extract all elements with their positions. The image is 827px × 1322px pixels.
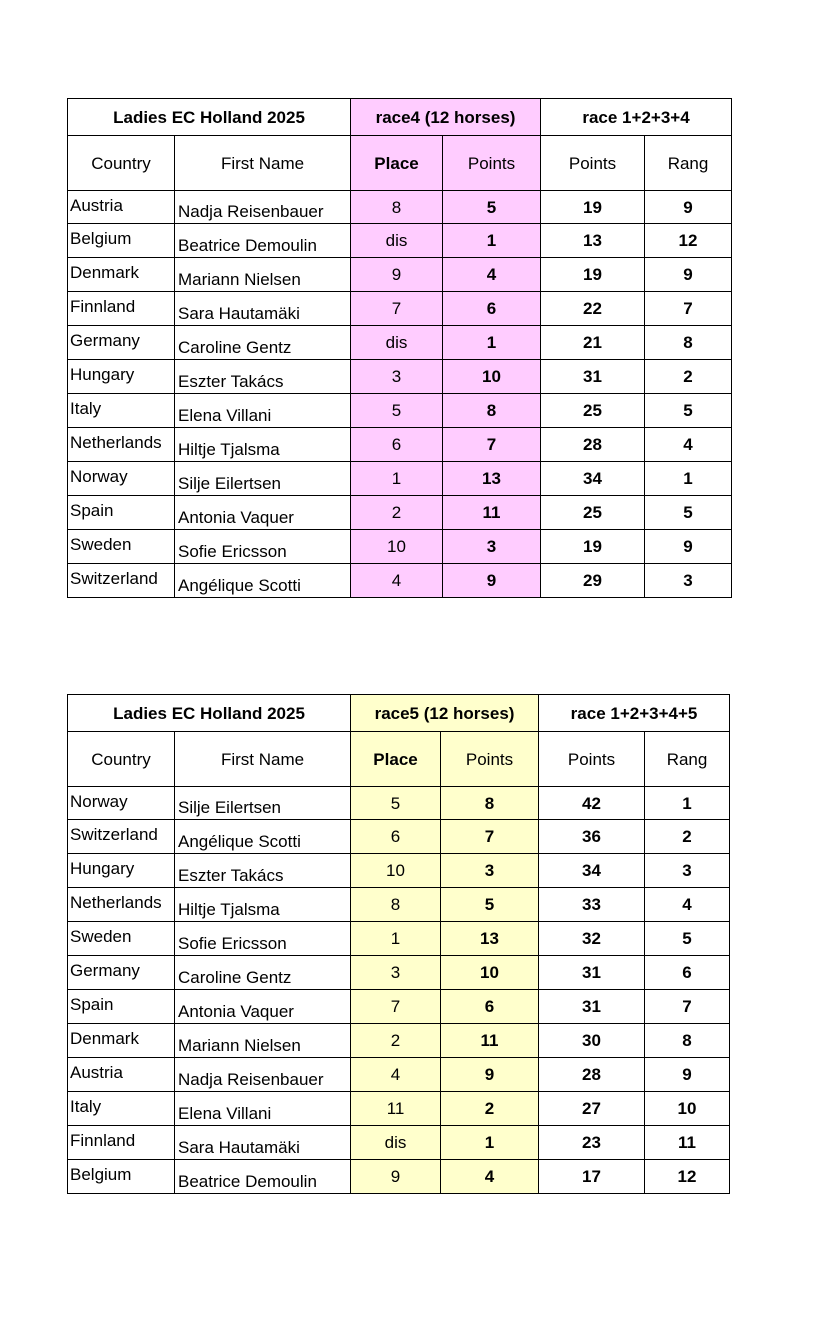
- rang-cell: 8: [645, 1024, 730, 1058]
- place-cell: dis: [351, 224, 443, 258]
- country-cell: Sweden: [68, 530, 175, 564]
- table-row: [68, 1024, 730, 1058]
- rang-cell: 1: [645, 787, 730, 820]
- total-points-cell: 22: [541, 292, 645, 326]
- place-cell: 11: [351, 1092, 441, 1126]
- points-cell: 5: [443, 191, 541, 224]
- header-country: Country: [68, 136, 175, 191]
- header-total-points: Points: [541, 136, 645, 191]
- name-cell: Silje Eilertsen: [175, 462, 351, 496]
- table-row: [68, 258, 732, 292]
- race4-results-table: [67, 98, 732, 598]
- name-cell: Silje Eilertsen: [175, 787, 351, 820]
- country-cell: Spain: [68, 990, 175, 1024]
- rang-cell: 4: [645, 888, 730, 922]
- country-cell: Switzerland: [68, 564, 175, 598]
- country-cell: Belgium: [68, 1160, 175, 1194]
- points-cell: 6: [441, 990, 539, 1024]
- points-cell: 11: [441, 1024, 539, 1058]
- place-cell: 6: [351, 820, 441, 854]
- total-points-cell: 42: [539, 787, 645, 820]
- points-cell: 4: [443, 258, 541, 292]
- points-cell: 13: [441, 922, 539, 956]
- rang-cell: 10: [645, 1092, 730, 1126]
- name-cell: Antonia Vaquer: [175, 496, 351, 530]
- table-row: [68, 1126, 730, 1160]
- table-row: [68, 888, 730, 922]
- table-row: [68, 956, 730, 990]
- total-points-cell: 36: [539, 820, 645, 854]
- total-points-cell: 31: [539, 956, 645, 990]
- name-cell: Beatrice Demoulin: [175, 224, 351, 258]
- table-row: [68, 224, 732, 258]
- race5-rows: [68, 787, 730, 1194]
- country-cell: Germany: [68, 956, 175, 990]
- total-points-cell: 19: [541, 530, 645, 564]
- rang-cell: 5: [645, 922, 730, 956]
- name-cell: Sofie Ericsson: [175, 922, 351, 956]
- place-cell: 4: [351, 1058, 441, 1092]
- name-cell: Mariann Nielsen: [175, 258, 351, 292]
- country-cell: Norway: [68, 462, 175, 496]
- place-cell: 3: [351, 956, 441, 990]
- table-title: Ladies EC Holland 2025: [68, 695, 351, 732]
- rang-cell: 8: [645, 326, 732, 360]
- table-row: [68, 496, 732, 530]
- country-cell: Finnland: [68, 1126, 175, 1160]
- country-cell: Netherlands: [68, 428, 175, 462]
- total-points-cell: 29: [541, 564, 645, 598]
- table-row: [68, 428, 732, 462]
- place-cell: dis: [351, 1126, 441, 1160]
- name-cell: Beatrice Demoulin: [175, 1160, 351, 1194]
- country-cell: Italy: [68, 1092, 175, 1126]
- name-cell: Angélique Scotti: [175, 564, 351, 598]
- rang-cell: 7: [645, 990, 730, 1024]
- points-cell: 3: [441, 854, 539, 888]
- table-row: [68, 564, 732, 598]
- country-cell: Sweden: [68, 922, 175, 956]
- country-cell: Switzerland: [68, 820, 175, 854]
- country-cell: Finnland: [68, 292, 175, 326]
- total-points-cell: 25: [541, 394, 645, 428]
- rang-cell: 11: [645, 1126, 730, 1160]
- country-cell: Austria: [68, 1058, 175, 1092]
- total-points-cell: 19: [541, 191, 645, 224]
- place-cell: 4: [351, 564, 443, 598]
- total-points-cell: 17: [539, 1160, 645, 1194]
- total-points-cell: 32: [539, 922, 645, 956]
- race5-results-table: [67, 694, 730, 1194]
- total-points-cell: 30: [539, 1024, 645, 1058]
- table-row: [68, 820, 730, 854]
- rang-cell: 5: [645, 394, 732, 428]
- race-label: race5 (12 horses): [351, 695, 539, 732]
- name-cell: Sara Hautamäki: [175, 292, 351, 326]
- country-cell: Hungary: [68, 360, 175, 394]
- place-cell: 9: [351, 258, 443, 292]
- points-cell: 1: [443, 326, 541, 360]
- points-cell: 1: [443, 224, 541, 258]
- total-points-cell: 34: [541, 462, 645, 496]
- total-points-cell: 21: [541, 326, 645, 360]
- rang-cell: 6: [645, 956, 730, 990]
- total-points-cell: 19: [541, 258, 645, 292]
- points-cell: 8: [443, 394, 541, 428]
- name-cell: Angélique Scotti: [175, 820, 351, 854]
- total-points-cell: 33: [539, 888, 645, 922]
- place-cell: 8: [351, 191, 443, 224]
- place-cell: 6: [351, 428, 443, 462]
- country-cell: Netherlands: [68, 888, 175, 922]
- rang-cell: 9: [645, 191, 732, 224]
- place-cell: dis: [351, 326, 443, 360]
- header-total-points: Points: [539, 732, 645, 787]
- points-cell: 9: [441, 1058, 539, 1092]
- table-row: [68, 922, 730, 956]
- table-row: [68, 990, 730, 1024]
- table-row: [68, 854, 730, 888]
- table-row: [68, 360, 732, 394]
- header-country: Country: [68, 732, 175, 787]
- points-cell: 3: [443, 530, 541, 564]
- rang-cell: 7: [645, 292, 732, 326]
- place-cell: 10: [351, 854, 441, 888]
- rang-cell: 9: [645, 530, 732, 564]
- name-cell: Caroline Gentz: [175, 956, 351, 990]
- country-cell: Spain: [68, 496, 175, 530]
- table-title: Ladies EC Holland 2025: [68, 99, 351, 136]
- rang-cell: 1: [645, 462, 732, 496]
- table-row: [68, 292, 732, 326]
- name-cell: Nadja Reisenbauer: [175, 1058, 351, 1092]
- rang-cell: 12: [645, 224, 732, 258]
- header-rang: Rang: [645, 136, 732, 191]
- points-cell: 4: [441, 1160, 539, 1194]
- country-cell: Hungary: [68, 854, 175, 888]
- header-rang: Rang: [645, 732, 730, 787]
- name-cell: Nadja Reisenbauer: [175, 191, 351, 224]
- country-cell: Norway: [68, 787, 175, 820]
- name-cell: Caroline Gentz: [175, 326, 351, 360]
- header-place: Place: [351, 136, 443, 191]
- points-cell: 7: [441, 820, 539, 854]
- table-row: [68, 1058, 730, 1092]
- table-row: [68, 462, 732, 496]
- name-cell: Eszter Takács: [175, 360, 351, 394]
- name-cell: Mariann Nielsen: [175, 1024, 351, 1058]
- total-points-cell: 27: [539, 1092, 645, 1126]
- total-points-cell: 23: [539, 1126, 645, 1160]
- rang-cell: 9: [645, 1058, 730, 1092]
- rang-cell: 5: [645, 496, 732, 530]
- place-cell: 3: [351, 360, 443, 394]
- name-cell: Sara Hautamäki: [175, 1126, 351, 1160]
- total-label: race 1+2+3+4: [541, 99, 732, 136]
- points-cell: 7: [443, 428, 541, 462]
- name-cell: Hiltje Tjalsma: [175, 888, 351, 922]
- place-cell: 7: [351, 990, 441, 1024]
- rang-cell: 2: [645, 820, 730, 854]
- header-points: Points: [441, 732, 539, 787]
- country-cell: Denmark: [68, 1024, 175, 1058]
- country-cell: Italy: [68, 394, 175, 428]
- points-cell: 13: [443, 462, 541, 496]
- country-cell: Denmark: [68, 258, 175, 292]
- points-cell: 10: [441, 956, 539, 990]
- table-row: [68, 394, 732, 428]
- total-points-cell: 31: [539, 990, 645, 1024]
- rang-cell: 4: [645, 428, 732, 462]
- total-points-cell: 13: [541, 224, 645, 258]
- rang-cell: 2: [645, 360, 732, 394]
- name-cell: Hiltje Tjalsma: [175, 428, 351, 462]
- place-cell: 2: [351, 496, 443, 530]
- place-cell: 7: [351, 292, 443, 326]
- place-cell: 5: [351, 787, 441, 820]
- country-cell: Belgium: [68, 224, 175, 258]
- name-cell: Antonia Vaquer: [175, 990, 351, 1024]
- name-cell: Elena Villani: [175, 394, 351, 428]
- total-points-cell: 28: [539, 1058, 645, 1092]
- country-cell: Germany: [68, 326, 175, 360]
- place-cell: 1: [351, 922, 441, 956]
- total-points-cell: 34: [539, 854, 645, 888]
- rang-cell: 3: [645, 854, 730, 888]
- place-cell: 9: [351, 1160, 441, 1194]
- total-label: race 1+2+3+4+5: [539, 695, 730, 732]
- header-place: Place: [351, 732, 441, 787]
- table-row: [68, 326, 732, 360]
- header-first-name: First Name: [175, 732, 351, 787]
- rang-cell: 12: [645, 1160, 730, 1194]
- name-cell: Sofie Ericsson: [175, 530, 351, 564]
- race4-rows: [68, 191, 732, 598]
- country-cell: Austria: [68, 191, 175, 224]
- points-cell: 8: [441, 787, 539, 820]
- points-cell: 10: [443, 360, 541, 394]
- place-cell: 8: [351, 888, 441, 922]
- place-cell: 10: [351, 530, 443, 564]
- place-cell: 1: [351, 462, 443, 496]
- points-cell: 5: [441, 888, 539, 922]
- points-cell: 2: [441, 1092, 539, 1126]
- table-row: [68, 1160, 730, 1194]
- total-points-cell: 25: [541, 496, 645, 530]
- name-cell: Eszter Takács: [175, 854, 351, 888]
- race-label: race4 (12 horses): [351, 99, 541, 136]
- header-points: Points: [443, 136, 541, 191]
- rang-cell: 3: [645, 564, 732, 598]
- points-cell: 1: [441, 1126, 539, 1160]
- table-row: [68, 787, 730, 820]
- total-points-cell: 28: [541, 428, 645, 462]
- points-cell: 6: [443, 292, 541, 326]
- table-row: [68, 191, 732, 224]
- rang-cell: 9: [645, 258, 732, 292]
- header-first-name: First Name: [175, 136, 351, 191]
- table-row: [68, 530, 732, 564]
- name-cell: Elena Villani: [175, 1092, 351, 1126]
- points-cell: 9: [443, 564, 541, 598]
- total-points-cell: 31: [541, 360, 645, 394]
- place-cell: 2: [351, 1024, 441, 1058]
- place-cell: 5: [351, 394, 443, 428]
- table-row: [68, 1092, 730, 1126]
- points-cell: 11: [443, 496, 541, 530]
